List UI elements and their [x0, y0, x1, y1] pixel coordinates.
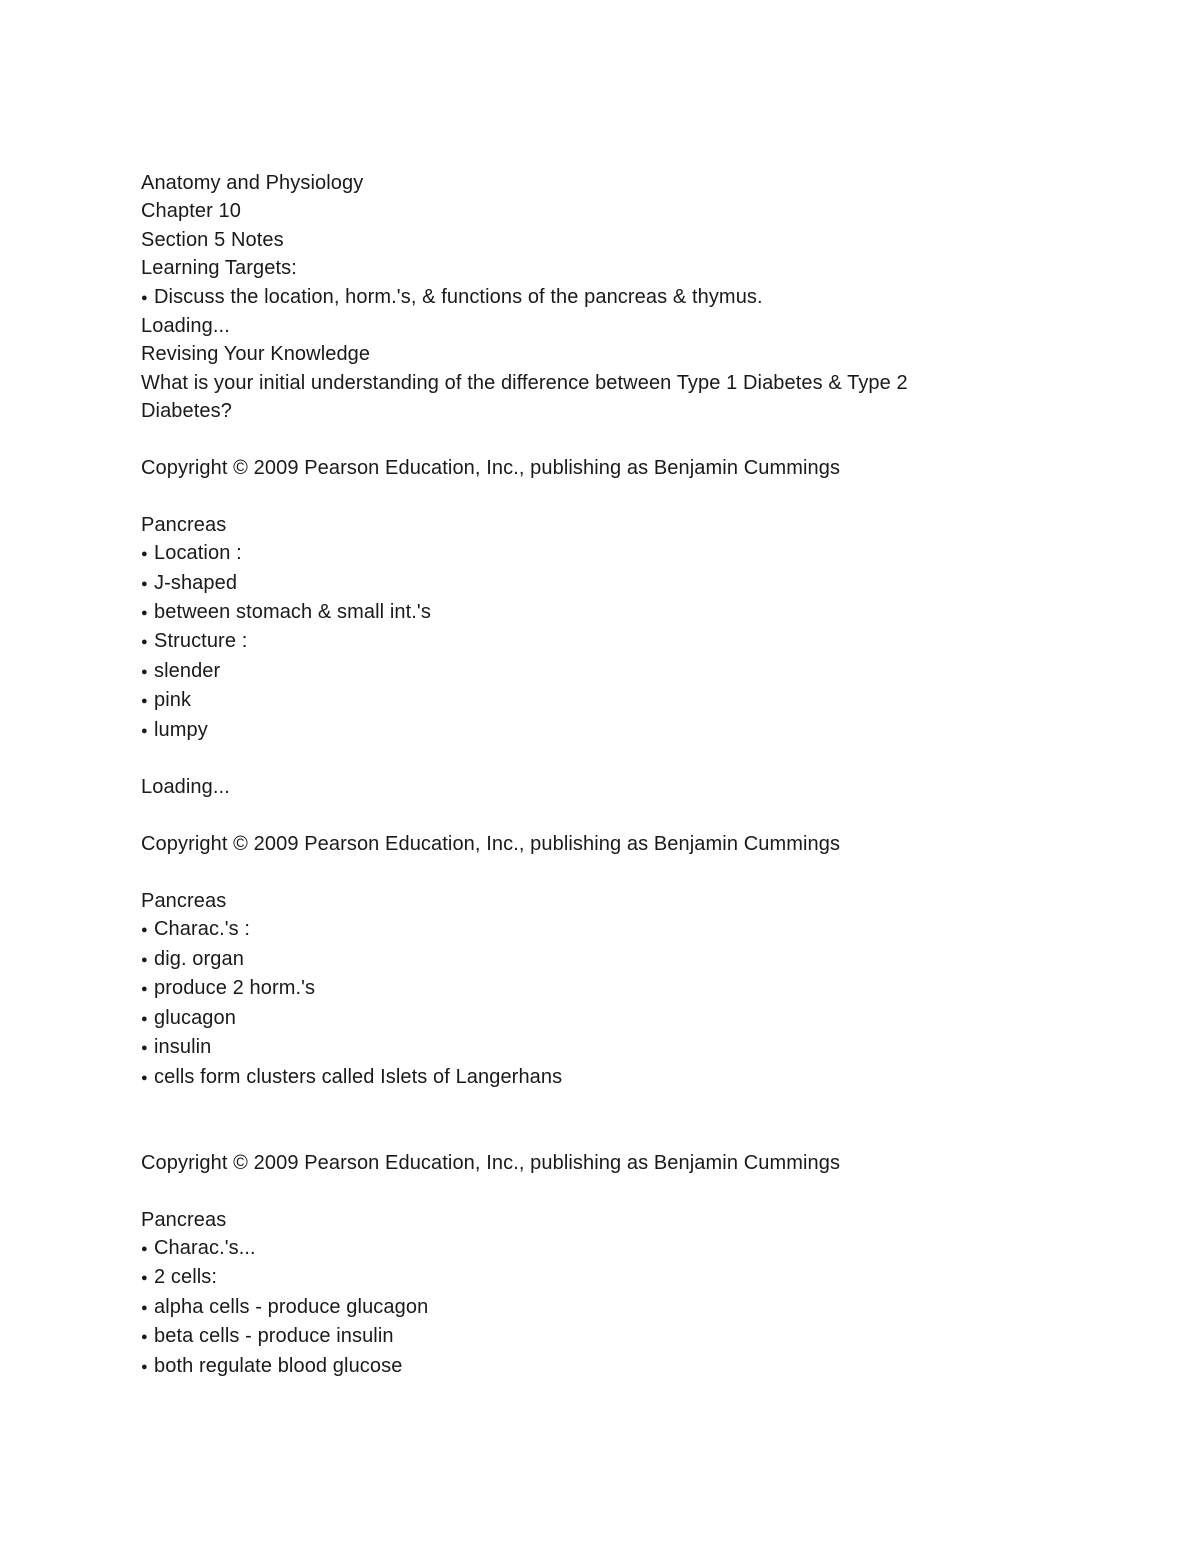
list-item: ● Structure : [141, 627, 1041, 656]
bullet-icon: ● [141, 1012, 148, 1025]
bullet-icon: ● [141, 1331, 148, 1344]
bullet-icon: ● [141, 1360, 148, 1373]
list-item: ● lumpy [141, 716, 1041, 745]
list-item: ● J-shaped [141, 569, 1041, 598]
bullet-icon: ● [141, 983, 148, 996]
list-item: ● pink [141, 686, 1041, 715]
bullet-icon: ● [141, 291, 148, 304]
learning-target-text: Discuss the location, horm.'s, & functions of the pancreas & thymus. [154, 285, 763, 308]
slide-3-title: Pancreas [141, 1208, 227, 1231]
bullet-icon: ● [141, 1071, 148, 1084]
list-item: ● Charac.'s... [141, 1234, 1041, 1263]
bullet-icon: ● [141, 724, 148, 737]
bullet-icon: ● [141, 665, 148, 678]
chapter-label: Chapter 10 [141, 200, 241, 223]
learning-target-item [141, 283, 1041, 312]
document-page [141, 169, 1041, 1381]
copyright-notice: Copyright © 2009 Pearson Education, Inc., publishing as Benjamin Cummings [141, 1151, 841, 1174]
list-item: ● glucagon [141, 1004, 1041, 1033]
copyright-notice: Copyright © 2009 Pearson Education, Inc., publishing as Benjamin Cummings [141, 457, 841, 480]
revising-question: What is your initial understanding of the difference between Type 1 Diabetes & Type 2 Diabetes? [141, 371, 914, 423]
loading-text: Loading... [141, 315, 230, 338]
list-item: ● slender [141, 657, 1041, 686]
list-item: ● Location : [141, 539, 1041, 568]
slide-2-title: Pancreas [141, 890, 227, 913]
revising-title: Revising Your Knowledge [141, 343, 371, 366]
list-item: ● produce 2 horm.'s [141, 974, 1041, 1003]
bullet-icon: ● [141, 924, 148, 937]
list-item: ● dig. organ [141, 945, 1041, 974]
bullet-icon: ● [141, 577, 148, 590]
list-item: ● both regulate blood glucose [141, 1352, 1041, 1381]
list-item: ● beta cells - produce insulin [141, 1322, 1041, 1351]
list-item: ● Charac.'s : [141, 915, 1041, 944]
bullet-icon: ● [141, 953, 148, 966]
list-item: ● 2 cells: [141, 1263, 1041, 1292]
list-item: ● insulin [141, 1033, 1041, 1062]
course-title: Anatomy and Physiology [141, 172, 364, 194]
loading-text: Loading... [141, 776, 230, 799]
learning-targets-label: Learning Targets: [141, 257, 297, 280]
bullet-icon: ● [141, 1301, 148, 1314]
list-item: ● cells form clusters called Islets of Langerhans [141, 1063, 1041, 1092]
bullet-icon: ● [141, 1042, 148, 1055]
list-item: ● alpha cells - produce glucagon [141, 1293, 1041, 1322]
bullet-icon: ● [141, 1242, 148, 1255]
list-item: ● between stomach & small int.'s [141, 598, 1041, 627]
copyright-notice: Copyright © 2009 Pearson Education, Inc., publishing as Benjamin Cummings [141, 833, 841, 856]
bullet-icon: ● [141, 1272, 148, 1285]
bullet-icon: ● [141, 636, 148, 649]
slide-1-title: Pancreas [141, 513, 227, 536]
section-label: Section 5 Notes [141, 228, 284, 251]
bullet-icon: ● [141, 548, 148, 561]
bullet-icon: ● [141, 607, 148, 620]
bullet-icon: ● [141, 695, 148, 708]
